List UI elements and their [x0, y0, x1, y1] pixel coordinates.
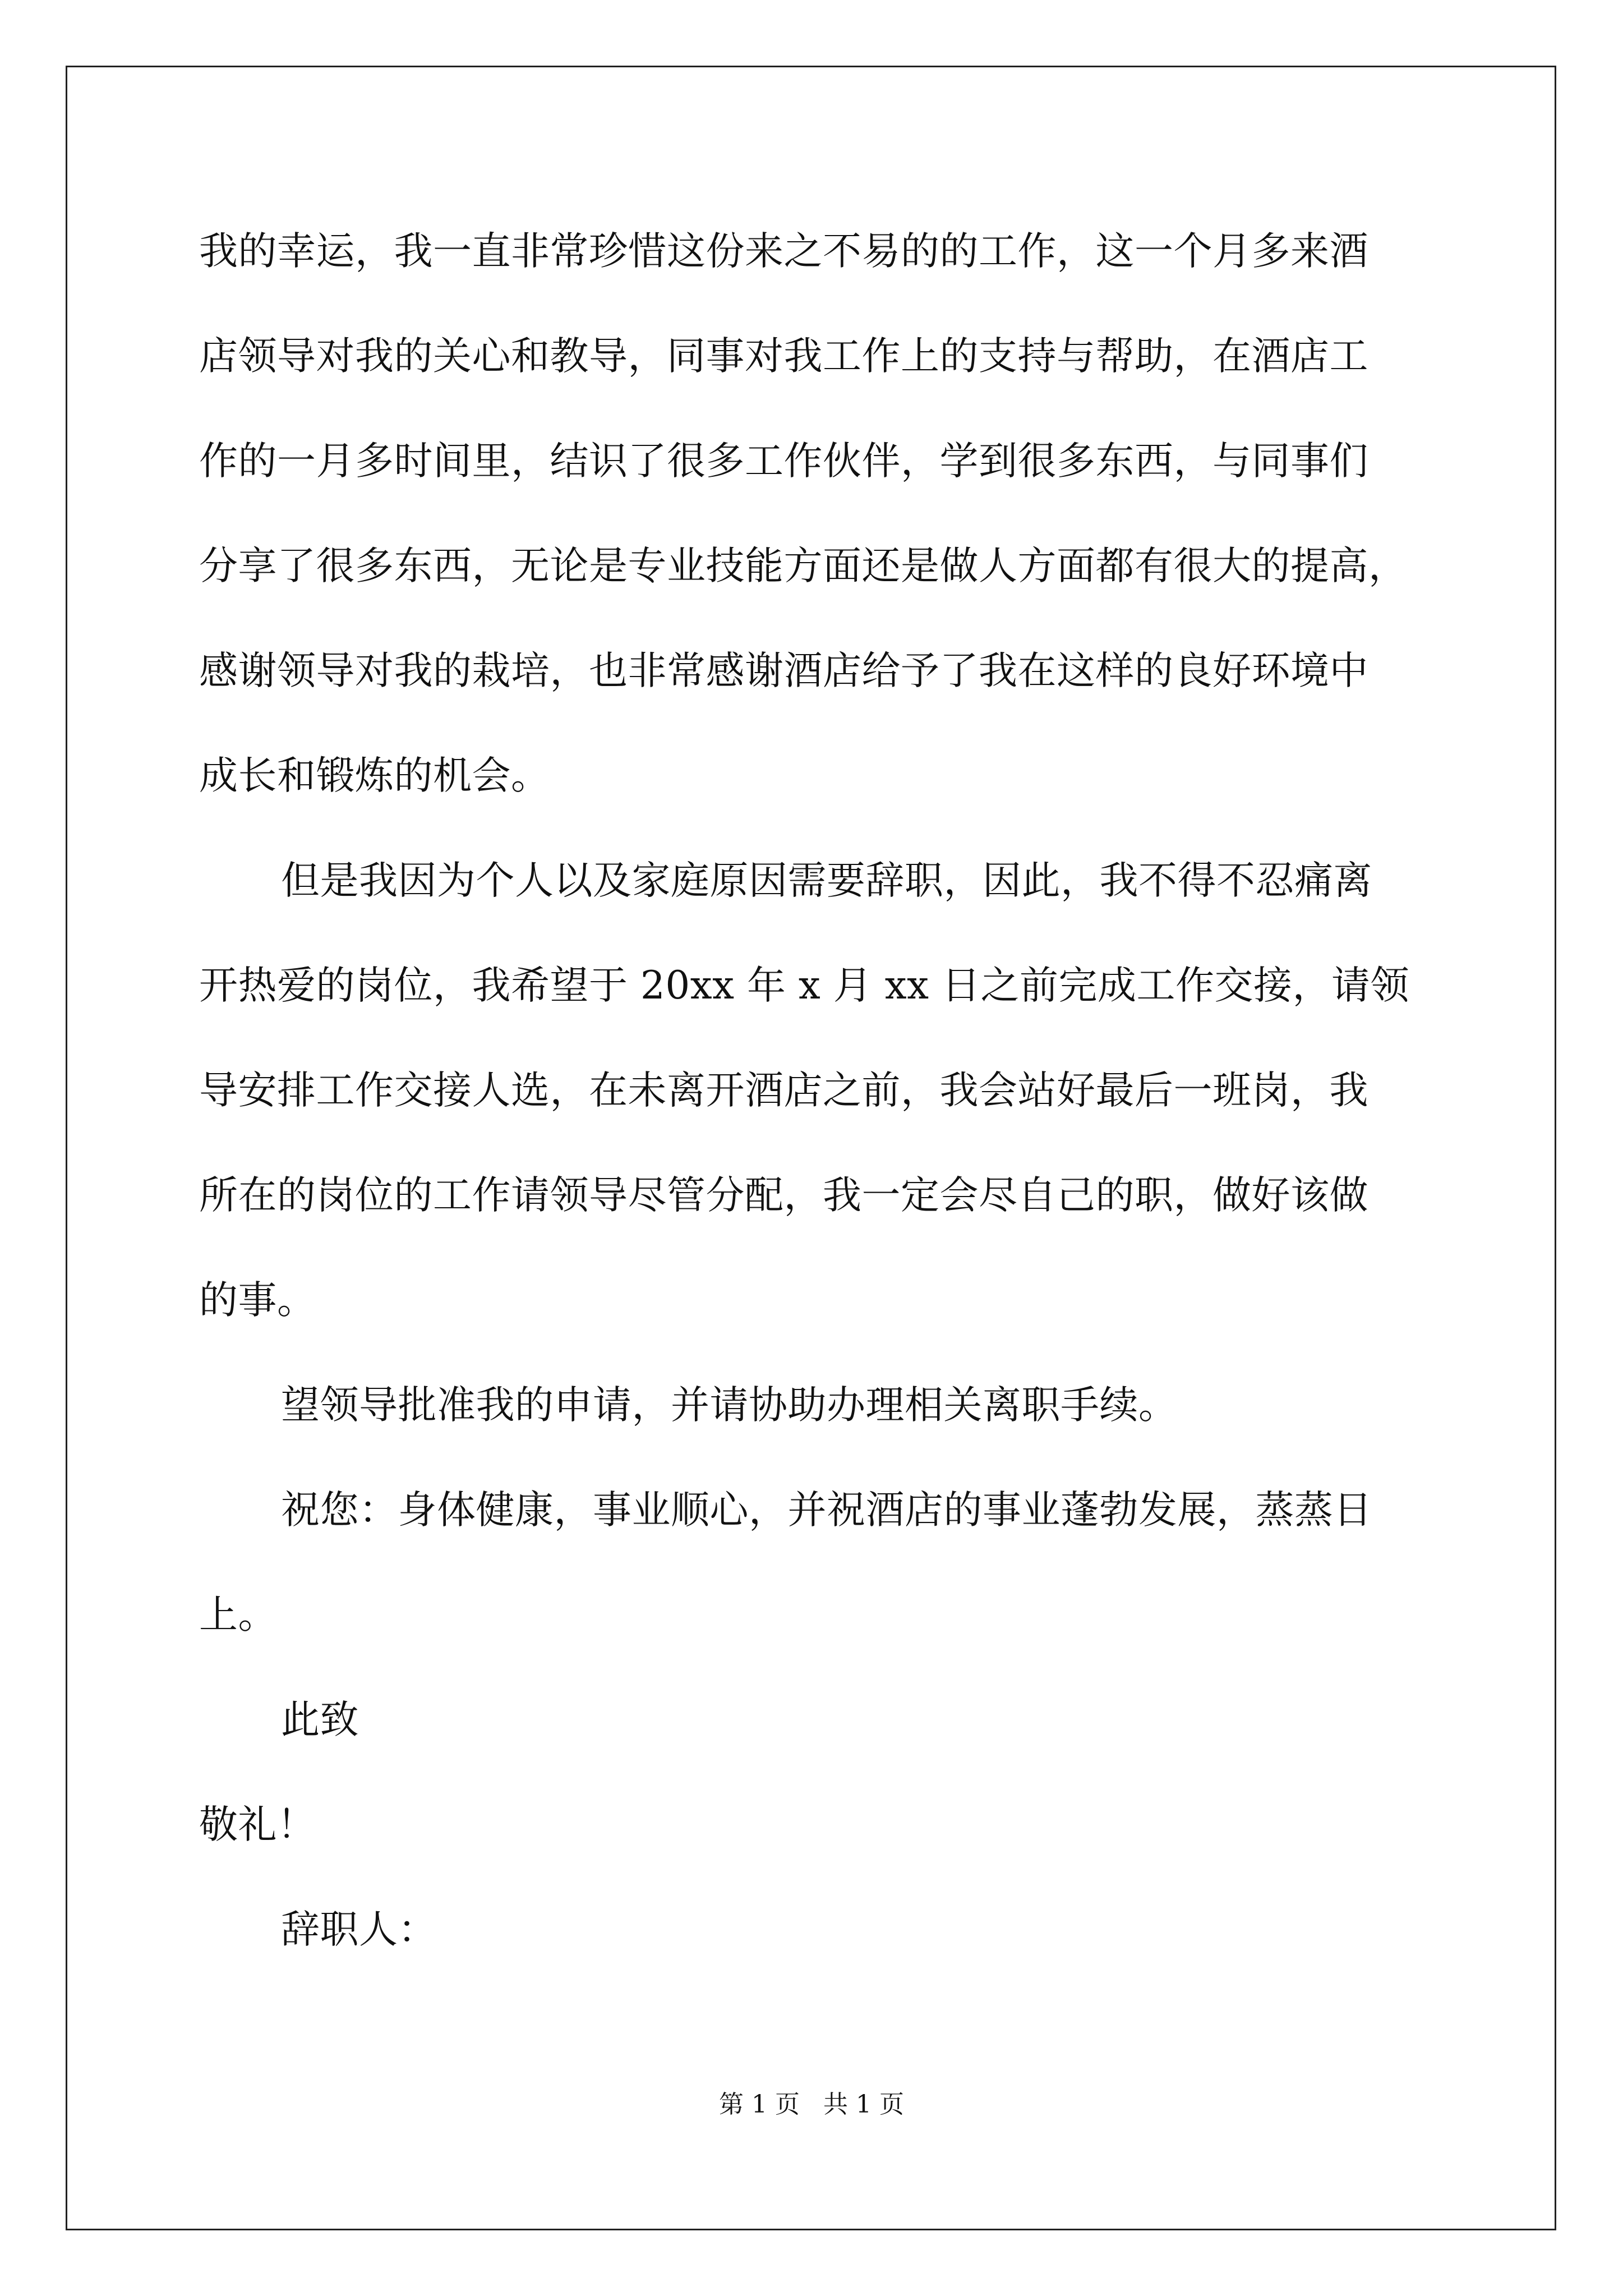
- body-line: 望领导批准我的申请，并请协助办理相关离职手续。: [281, 1383, 1178, 1428]
- body-line: 店领导对我的关心和教导，同事对我工作上的支持与帮助，在酒店工: [199, 334, 1368, 379]
- body-line: 的事。: [199, 1278, 316, 1323]
- body-line: 导安排工作交接人选，在未离开酒店之前，我会站好最后一班岗，我: [199, 1068, 1368, 1113]
- body-line: 所在的岗位的工作请领导尽管分配，我一定会尽自己的职，做好该做: [199, 1173, 1368, 1218]
- body-line: 成长和锻炼的机会。: [199, 753, 550, 798]
- body-line: 感谢领导对我的栽培，也非常感谢酒店给予了我在这样的良好环境中: [199, 648, 1368, 693]
- body-line: 我的幸运，我一直非常珍惜这份来之不易的的工作，这一个月多来酒: [199, 229, 1368, 274]
- body-line: 但是我因为个人以及家庭原因需要辞职，因此，我不得不忍痛离: [281, 858, 1372, 903]
- body-line: 上。: [199, 1593, 277, 1637]
- body-line: 祝您：身体健康，事业顺心，并祝酒店的事业蓬勃发展，蒸蒸日: [281, 1488, 1372, 1533]
- signature-line: 辞职人：: [281, 1907, 437, 1952]
- body-line: 开热爱的岗位，我希望于 20xx 年 x 月 xx 日之前完成工作交接，请领: [199, 963, 1409, 1008]
- body-line: 作的一月多时间里，结识了很多工作伙伴，学到很多东西，与同事们: [199, 439, 1368, 484]
- closing-line: 此致: [281, 1697, 359, 1742]
- page-footer: 第 1 页 共 1 页: [719, 2090, 904, 2119]
- body-line: 分享了很多东西，无论是专业技能方面还是做人方面都有很大的提高，: [199, 544, 1408, 588]
- salute-line: 敬礼！: [199, 1802, 316, 1847]
